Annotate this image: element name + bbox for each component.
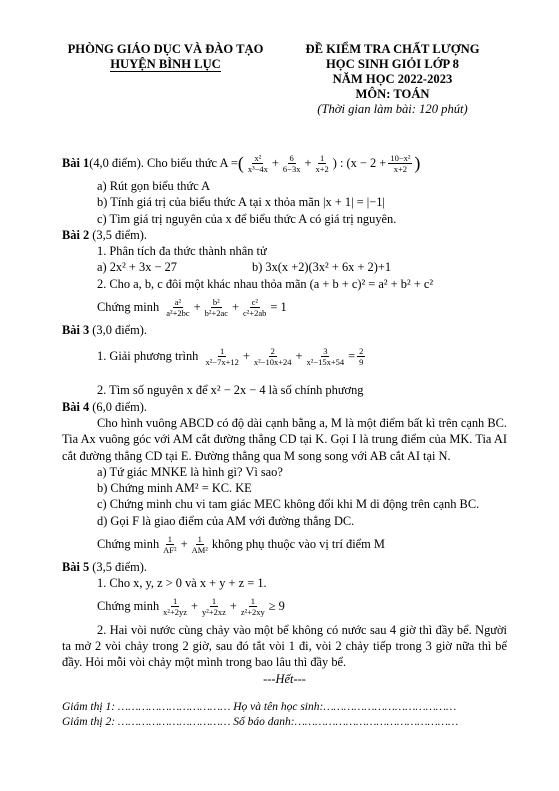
bai4-b: b) Chứng minh AM² = KC. KE [97, 481, 252, 496]
department-name: PHÒNG GIÁO DỤC VÀ ĐÀO TẠO [67, 42, 264, 56]
fraction: x² x³−4x [247, 152, 268, 174]
bai2-heading: Bài 2 (3,5 điểm). [62, 227, 148, 242]
fraction: $\frac{\text{c²}}{\text{c²+2ab}}$ [243, 296, 267, 318]
fraction: $\frac{1}{\text{z²+2xy}}$ [240, 596, 265, 618]
fraction: 1 y²+2xz [202, 596, 226, 618]
bai2-q1-parts: a) 2x² + 3x − 27 b) 3x(x +2)(3x² + 6x + 2)+1 [97, 260, 392, 275]
fraction: 3 x²−15x+54 [306, 345, 345, 367]
exam-title: ĐỀ KIỂM TRA CHẤT LƯỢNG [305, 42, 480, 56]
time-limit: (Thời gian làm bài: 120 phút) [317, 102, 468, 116]
fraction: 2 9 [359, 345, 364, 367]
fraction: 2 x²−10x+24 [253, 345, 292, 367]
end-marker: ---Hết--- [263, 671, 306, 686]
bai2-prove: Chứng minh a² a²+2bc + b² b²+2ac + $\frac{\text{c²}}{\text{c²+2ab}}$ = 1 [97, 296, 287, 318]
exam-body [62, 148, 507, 687]
bai4-heading: Bài 4 (6,0 điểm). [62, 399, 148, 414]
bai2-q2: 2. Cho a, b, c đôi một khác nhau thỏa mãn (a + b + c)² = a² + b² + c² [97, 276, 434, 291]
bai4-c: c) Chứng minh chu vi tam giác MEC không đổi khi M di động trên cạnh BC. [97, 497, 480, 512]
exam-subtitle: HỌC SINH GIỎI LỚP 8 [326, 57, 459, 71]
fraction: a² a²+2bc [166, 296, 190, 318]
fraction: 1 x²+2yz [163, 596, 188, 618]
fraction: 1 AF² [163, 533, 177, 555]
school-year: NĂM HỌC 2022-2023 [332, 72, 453, 86]
bai5-q2: 2. Hai vòi nước cùng chảy vào một bể không có nước sau 4 giờ thì đầy bể. Người ta mở 2 vòi chảy trong 2 giờ, sau đó tắt vòi 1 đi, vòi 2 chảy tiếp trong 3 giờ nữa thì bể đầy. Hỏi mỗi vòi chảy một mình trong bao lâu thì đầy bể. [62, 622, 507, 670]
bai1-a: a) Rút gọn biểu thức A [97, 179, 211, 193]
fraction: $\frac{\text{10−x²}}{x+2}$ [390, 152, 411, 174]
bai5-prove: Chứng minh 1 x²+2yz + 1 y²+2xz + $\frac{1}{\text{z²+2xy}}$ ≥ 9 [97, 596, 285, 618]
bai4-d: d) Gọi F là giao điểm của AM với đường thẳng DC. [97, 513, 355, 528]
bai5-q1: 1. Cho x, y, z > 0 và x + y + z = 1. [97, 576, 267, 591]
footer-line1: Giám thị 1: …………………………… Họ và tên học sinh:………………………………… [62, 701, 457, 713]
fraction: 1 AM² [191, 533, 208, 555]
bai3-q1: 1. Giải phương trình 1 x²−7x+12 + 2 x²−10x+24 + 3 x²−15x+54 = 2 9 [97, 345, 364, 367]
subject: MÔN: TOÁN [355, 87, 430, 101]
bai1-heading: Bài 1 (4,0 điểm). Cho biểu thức A = ( x² x³−4x + 6 6−3x + 1 x+2 ) : (x − 2 + $\frac{\text{10−x²}}{x+2}$ ) [62, 152, 421, 174]
header-left [58, 42, 273, 72]
bai3-q2: 2. Tìm số nguyên x để x² − 2x − 4 là số chính phương [97, 383, 364, 398]
bai4-paragraph: Cho hình vuông ABCD có độ dài cạnh bằng a, M là một điểm bất kì trên cạnh BC. Tia Ax vuông góc với AM cắt đường thẳng CD tại K. Gọi I là trung điểm của MK. Tia AI cắt đường thẳng CD tại E. Đường thẳng qua M song song với AB cắt AI tại N. [62, 415, 507, 463]
bai3-heading: Bài 3 (3,0 điểm). [62, 323, 148, 338]
bai4-a: a) Tứ giác MNKE là hình gì? Vì sao? [97, 464, 283, 479]
footer-line2: Giám thị 2: …………………………… Số báo danh:………………………………………… [62, 716, 459, 728]
district-name: HUYỆN BÌNH LỤC [110, 57, 221, 71]
fraction: b² b²+2ac [204, 296, 229, 318]
footer [62, 700, 502, 730]
fraction: 1 x+2 [315, 152, 329, 174]
fraction: 6 6−3x [282, 152, 301, 174]
bai1-c: c) Tìm giá trị nguyên của x để biểu thức A có giá trị nguyên. [97, 211, 397, 226]
fraction: 1 x²−7x+12 [205, 345, 239, 367]
bai4-prove: Chứng minh 1 AF² + 1 AM² không phụ thuộc vào vị trí điểm M [97, 533, 385, 555]
header-right [290, 42, 495, 117]
bai2-q1: 1. Phân tích đa thức thành nhân tử [97, 244, 267, 259]
bai1-b: b) Tính giá trị của biểu thức A tại x thỏa mãn |x + 1| = |−1| [97, 195, 385, 210]
bai5-heading: Bài 5 (3,5 điểm). [62, 560, 148, 575]
